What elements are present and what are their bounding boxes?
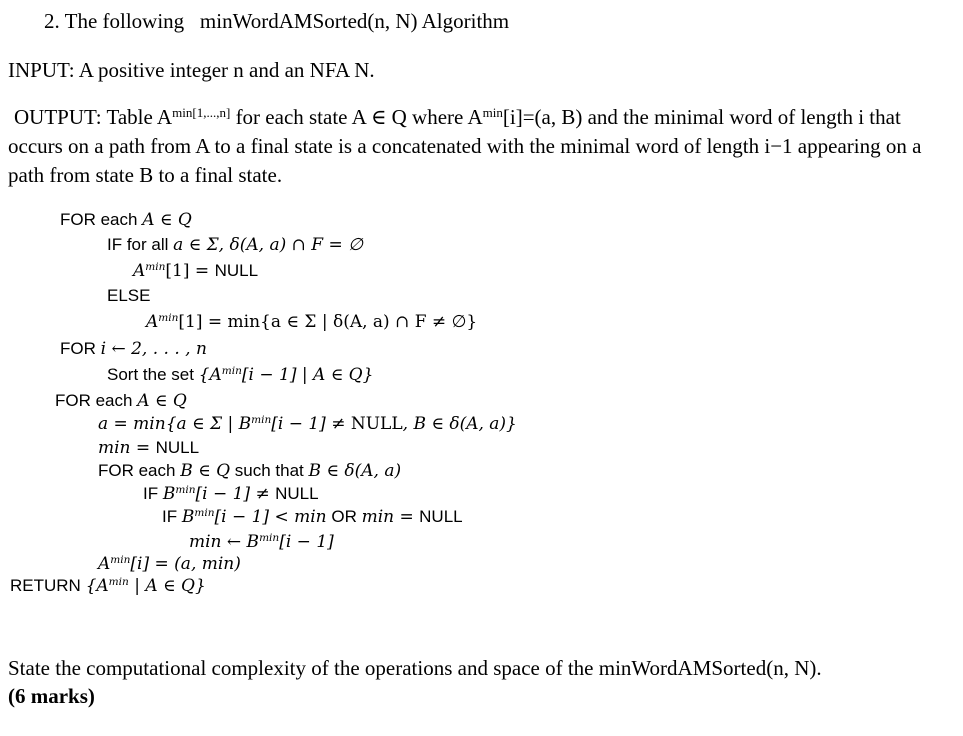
algo-line-16: RETURN {$A^{min}$ | A ∈ Q} bbox=[10, 576, 206, 596]
output-part2: [i]=(a, B) and the minimal word of length i that occurs on a path from A to a final state is a concatenated with the minimal word of length i−1 appearing on a path from state B to a final state. bbox=[8, 105, 922, 187]
algo-line-4: ELSE bbox=[107, 286, 151, 305]
input-label: INPUT: bbox=[8, 58, 75, 82]
output-table-sup: min[1,...,n] bbox=[172, 104, 231, 120]
algo-line-15: $A^{min}[i] = (a$, min) bbox=[98, 554, 241, 574]
output-part1-sup: min bbox=[482, 104, 503, 120]
algo-line-3: $A^{min}[1]$ = NULL bbox=[133, 261, 259, 281]
input-line bbox=[8, 58, 375, 83]
algo-line-5: $A^{min}[1] = \min\{a$ ∈ Σ | δ(A, a) ∩ F ≠ ∅} bbox=[146, 312, 478, 332]
question-number: 2. bbox=[44, 9, 60, 33]
output-label: OUTPUT: bbox=[14, 105, 102, 129]
algo-line-2: IF for all a ∈ Σ, δ(A, a) ∩ F = ∅ bbox=[107, 235, 363, 255]
complexity-question: State the computational complexity of the operations and space of the minWordAMSorted(n, N). bbox=[8, 656, 822, 680]
algo-line-9: a = min{a ∈ Σ | $B^{min}[i - 1]$ ≠ NULL, B ∈ δ(A, a)} bbox=[98, 414, 517, 434]
algo-line-6: FOR i ← 2, . . . , n bbox=[60, 339, 207, 359]
algo-line-8: FOR each A ∈ Q bbox=[55, 391, 187, 411]
algo-line-11: FOR each B ∈ Q such that B ∈ δ(A, a) bbox=[98, 461, 402, 481]
algo-line-14: min ← $B^{min}[i - 1]$ bbox=[189, 532, 334, 552]
input-text: A positive integer n and an NFA N. bbox=[78, 58, 375, 82]
algo-line-7: Sort the set {$A^{min}[i - 1]$ | A ∈ Q} bbox=[107, 365, 374, 385]
output-paragraph bbox=[8, 103, 948, 190]
question-title: The following minWordAMSorted(n, N) Algorithm bbox=[64, 9, 510, 33]
algo-line-10: min = NULL bbox=[98, 438, 200, 458]
algo-line-13: IF $B^{min}[i - 1] < \min$ OR min = NULL bbox=[162, 507, 463, 527]
question-heading bbox=[44, 9, 509, 34]
output-table-word: Table A bbox=[106, 105, 173, 129]
algo-line-12: IF $B^{min}[i - 1]$ ≠ NULL bbox=[143, 484, 319, 504]
output-part1: for each state A ∈ Q where A bbox=[235, 105, 483, 129]
marks-label: (6 marks) bbox=[8, 684, 95, 708]
algo-line-1: FOR each A ∈ Q bbox=[60, 210, 192, 230]
